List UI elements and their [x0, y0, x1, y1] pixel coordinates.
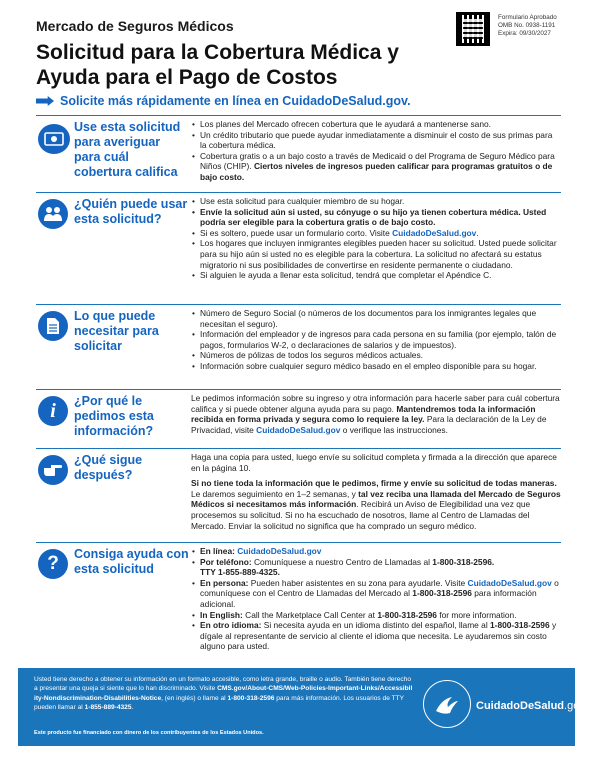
- bold-text: En línea:: [200, 546, 238, 556]
- bold-text: tal vez reciba una llamada del Mercado de Seguros Médicos si necesitamos más información: [191, 488, 561, 510]
- section-body: [191, 452, 561, 531]
- section-why: [36, 389, 561, 448]
- list-item: • Los hogares que incluyen inmigrantes elegibles pueden hacer su solicitud. Usted puede solicitar para su hijo aún si usted no es elegible para la cobertura. La solicitud no afectará su estatus migratorio ni sus posibilidades de convertirse en residente permanente o ciudadano.: [191, 238, 561, 270]
- bold-text: Por teléfono:: [200, 556, 254, 567]
- brand-suffix: .gov: [564, 700, 585, 712]
- text: Call the Marketplace Call Center at: [245, 609, 378, 620]
- tty-number[interactable]: TTY 1-855-889-4325.: [200, 567, 280, 578]
- pointing-hand-icon: [38, 455, 68, 485]
- omb-approved: Formulario Aprobado: [498, 14, 557, 21]
- info-icon: i: [38, 396, 68, 426]
- phone-number[interactable]: 1-800-318-2596: [227, 694, 275, 702]
- list-item: • Un crédito tributario que puede ayudar inmediatamente a disminuir el costo de sus primas para la cobertura médica.: [191, 130, 561, 151]
- section-next: [36, 448, 561, 542]
- section-what-you-need: [36, 304, 561, 389]
- omb-expiry: Expira: 09/30/2027: [498, 30, 551, 37]
- list-item: • Envíe la solicitud aún si usted, su cónyuge o su hijo ya tienen cobertura médica. Usted podría ser elegible para la cobertura gratis o de bajo costo.: [191, 207, 561, 228]
- section-coverage: [36, 115, 561, 192]
- phone-number[interactable]: 1-800-318-2596: [490, 620, 550, 631]
- paragraph: Haga una copia para usted, luego envíe su solicitud completa y firmada a la dirección que aparece en la página 10.: [191, 452, 557, 473]
- bold-text: Ciertos niveles de ingresos pueden calificar para programas gratuitos o de bajo costo.: [200, 161, 553, 182]
- bold-text: In English:: [200, 609, 246, 620]
- text: Le pedimos información sobre su ingreso y otra información para hacerle saber para cuál cobertura califica y si puede obtener alguna ayuda para su pago.: [191, 393, 560, 414]
- hhs-seal-icon: [423, 680, 471, 728]
- text: para información adicional.: [200, 588, 537, 609]
- section-body: [191, 393, 561, 435]
- section-heading: ¿Qué sigue después?: [74, 453, 143, 482]
- list-item: [191, 620, 561, 652]
- section-heading: ¿Por qué le pedimos esta información?: [74, 394, 154, 438]
- page-title: [36, 40, 561, 90]
- text: Pueden haber asistentes en su zona para ayudarle. Visite: [250, 577, 468, 588]
- section-heading: Lo que puede necesitar para solicitar: [74, 309, 159, 353]
- brand-main: CuidadoDeSalud: [476, 700, 565, 712]
- list-item: • Si alguien le ayuda a llenar esta solicitud, tendrá que completar el Apéndice C.: [191, 270, 561, 281]
- section-body: [191, 119, 561, 183]
- online-cta[interactable]: [36, 94, 411, 108]
- section-who: [36, 192, 561, 304]
- text: o verifique las instrucciones.: [340, 424, 448, 435]
- qr-code-icon: [456, 12, 490, 46]
- title-line-1: Solicitud para la Cobertura Médica y: [36, 41, 399, 64]
- text: , (en inglés) o llame al: [161, 694, 228, 702]
- phone-number[interactable]: 1-800-318-2596: [412, 588, 472, 599]
- text: Comuníquese a nuestro Centro de Llamadas al: [253, 556, 433, 567]
- phone-number[interactable]: 1-800-318-2596: [377, 609, 437, 620]
- list-item: [191, 557, 561, 578]
- question-icon: ?: [38, 549, 68, 579]
- paragraph: [191, 478, 561, 531]
- text: Usted tiene derecho a obtener su información en un formato accesible, como letra grande, braille o audio. También tiene derecho a presentar una queja si siente que lo han discriminado. Visite: [34, 676, 412, 693]
- list-item: • Número de Seguro Social (o números de los documentos para los inmigrantes legales que necesitan el seguro).: [191, 308, 561, 329]
- list-item: [191, 610, 561, 621]
- text: Para la declaración de la Ley de Privacidad, visite: [191, 414, 547, 435]
- text: Cobertura gratis o a un bajo costo a través de Medicaid o del Programa de Seguro Médico para Niños (CHIP).: [200, 150, 555, 172]
- text: for more information.: [436, 609, 517, 620]
- text: o comuníquese con el Centro de Llamadas del Mercado al: [200, 577, 559, 599]
- text: .: [131, 703, 134, 711]
- cuidado-link[interactable]: CuidadoDeSalud.gov: [237, 546, 322, 556]
- brand-logo: [476, 700, 585, 712]
- text: y dígale al representante de servicio al cliente el idioma que necesita. Le ayudaremos sin costo alguno para usted.: [200, 620, 557, 652]
- bold-text: En persona:: [200, 577, 251, 588]
- section-heading: Consiga ayuda con esta solicitud: [74, 547, 189, 576]
- cta-text[interactable]: Solicite más rápidamente en línea en CuidadoDeSalud.gov.: [60, 94, 411, 108]
- omb-info: [498, 14, 557, 38]
- bold-text: Si no tiene toda la información que le pedimos, firme y envíe su solicitud de todas maneras.: [191, 478, 557, 489]
- list-item: • Información sobre cualquier seguro médico basado en el empleo disponible para su hogar.: [191, 361, 561, 372]
- omb-number: OMB No. 0938-1191: [498, 22, 556, 29]
- document-icon: [38, 311, 68, 341]
- list-item: • Números de pólizas de todos los seguros médicos actuales.: [191, 350, 561, 361]
- text: Si necesita ayuda en un idioma distinto del español, llame al: [263, 620, 491, 631]
- footer: [18, 668, 585, 746]
- section-heading: Use esta solicitud para averiguar para cuál cobertura califica: [74, 120, 181, 179]
- cuidado-link[interactable]: CuidadoDeSalud.gov: [392, 227, 477, 238]
- funding-note: Este producto fue financiado con dinero de los contribuyentes de los Estados Unidos.: [34, 730, 264, 736]
- header: [36, 14, 561, 90]
- section-body: [191, 546, 561, 652]
- people-icon: [38, 199, 68, 229]
- phone-number[interactable]: 1-800-318-2596.: [432, 556, 495, 567]
- list-item: [191, 228, 561, 239]
- paragraph: [191, 393, 561, 435]
- arrow-icon: [36, 96, 54, 106]
- money-icon: [38, 124, 70, 154]
- section-heading: ¿Quién puede usar esta solicitud?: [74, 197, 188, 226]
- cuidado-link[interactable]: CuidadoDeSalud.gov: [256, 424, 341, 435]
- text: .: [476, 227, 479, 238]
- list-item: • Información del empleador y de ingresos para cada persona en su familia (por ejemplo, talón de pagos, formularios W-2, o declaraciones de salarios y de impuestos).: [191, 329, 561, 350]
- list-item: [191, 546, 561, 557]
- title-line-2: Ayuda para el Pago de Costos: [36, 66, 338, 89]
- text: Si es soltero, puede usar un formulario corto. Visite: [200, 227, 393, 238]
- cuidado-link[interactable]: CuidadoDeSalud.gov: [467, 577, 552, 588]
- text: Le daremos seguimiento en 1–2 semanas, y: [191, 488, 359, 499]
- top-label: Mercado de Seguros Médicos: [36, 18, 234, 34]
- text: para más información. Los usuarios de TTY pueden llamar al: [34, 694, 404, 711]
- text: . Recibirá un Aviso de Elegibilidad una vez que procesemos su solicitud. Si no ha escuchado de nosotros, llame al Centro de Llamadas del Mercado. Enviar la solicitud no significa que ha comprado un seguro médico.: [191, 499, 531, 531]
- bold-text: Mantendremos toda la información recibida en forma privada y segura como lo requiere la ley.: [191, 403, 536, 425]
- list-item: • Use esta solicitud para cualquier miembro de su hogar.: [191, 196, 561, 207]
- list-item: [191, 578, 561, 610]
- section-body: [191, 196, 561, 281]
- cms-link[interactable]: CMS.gov/About-CMS/Web-Policies-Important-Links/Accessibility-Nondiscrimination-Disabilities-Notice: [34, 685, 413, 702]
- section-body: [191, 308, 561, 372]
- list-item: [191, 151, 561, 183]
- list-item: • Los planes del Mercado ofrecen cobertura que le ayudará a mantenerse sano.: [191, 119, 561, 130]
- bold-text: En otro idioma:: [200, 620, 264, 631]
- footer-text: [34, 675, 414, 712]
- section-help: [36, 542, 561, 664]
- tty-number[interactable]: 1-855-889-4325: [84, 703, 132, 711]
